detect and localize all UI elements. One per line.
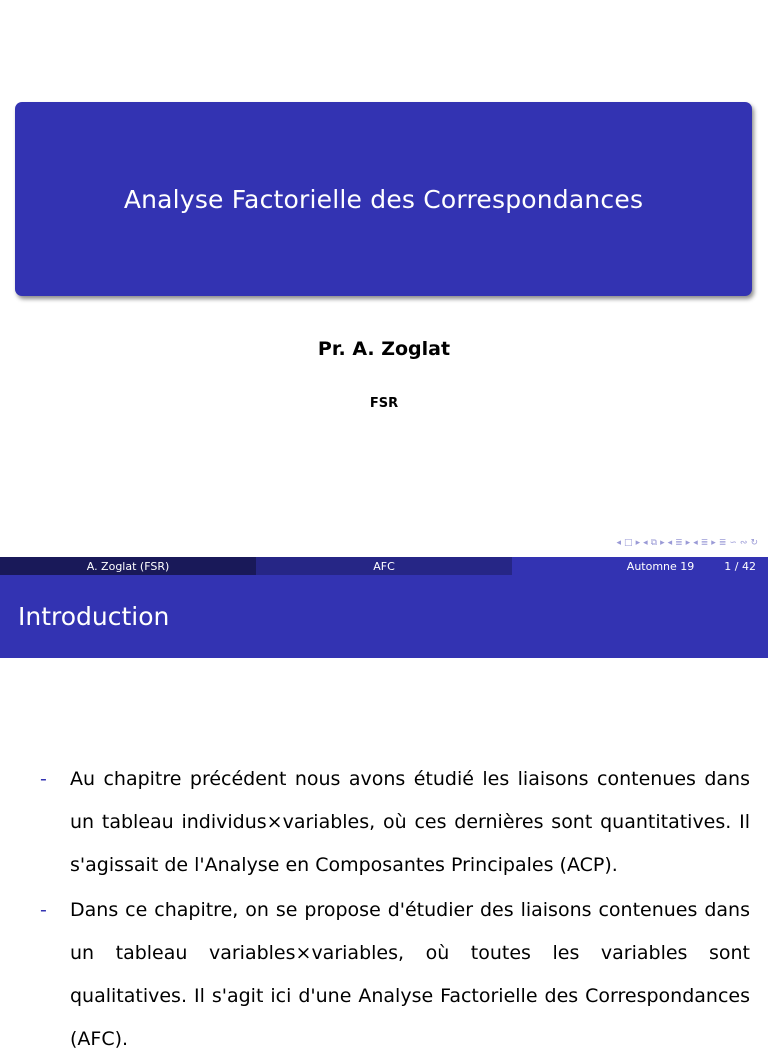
nav-right-icon[interactable]: ▸ bbox=[685, 538, 691, 548]
beamer-navigation[interactable] bbox=[617, 538, 758, 548]
nav-align-icon[interactable]: ≣ bbox=[718, 538, 727, 548]
list-item-text: Au chapitre précédent nous avons étudié les liaisons contenues dans un tableau individus×variables, où ces dernières sont quantitatives. Il s'agissait de l'Analyse en Composantes Principales (ACP). bbox=[70, 768, 750, 876]
nav-refresh-icon[interactable]: ↻ bbox=[750, 538, 758, 548]
nav-section-icon[interactable]: ≣ bbox=[675, 538, 683, 548]
footer-info bbox=[512, 557, 768, 575]
list-item bbox=[40, 758, 750, 887]
list-item-text: Dans ce chapitre, on se propose d'étudier des liaisons contenues dans un tableau variables×variables, où toutes les variables sont qualitatives. Il s'agit ici d'une Analyse Factorielle des Correspondances (AFC). bbox=[70, 899, 750, 1050]
institute-name: FSR bbox=[369, 396, 399, 411]
nav-right-icon[interactable]: ▸ bbox=[711, 538, 716, 548]
footer-page-number: 1 / 42 bbox=[724, 559, 756, 573]
list-item bbox=[40, 889, 750, 1061]
nav-right-icon[interactable]: ▸ bbox=[635, 538, 641, 548]
bullet-dash: - bbox=[40, 899, 47, 921]
footer-title: AFC bbox=[256, 557, 512, 575]
bullet-list bbox=[40, 758, 750, 1061]
nav-left-icon[interactable]: ◂ bbox=[643, 538, 648, 548]
title-block bbox=[15, 102, 752, 296]
presentation-title: Analyse Factorielle des Correspondances bbox=[123, 184, 644, 214]
frame-title: Introduction bbox=[18, 602, 170, 631]
nav-left-icon[interactable]: ◂ bbox=[616, 538, 622, 548]
frame-title-bar bbox=[0, 575, 768, 658]
nav-doc-icon[interactable]: ≣ bbox=[700, 538, 709, 548]
slide-footer bbox=[0, 557, 768, 575]
nav-frame-icon[interactable]: □ bbox=[624, 538, 633, 548]
bullet-dash: - bbox=[40, 768, 47, 790]
nav-left-icon[interactable]: ◂ bbox=[693, 538, 698, 548]
footer-date: Automne 19 bbox=[626, 559, 695, 573]
nav-subsection-icon[interactable]: ⧉ bbox=[650, 538, 658, 548]
nav-search-icon[interactable]: ∽ bbox=[729, 538, 737, 548]
footer-author: A. Zoglat (FSR) bbox=[0, 557, 256, 575]
author-name: Pr. A. Zoglat bbox=[317, 338, 451, 360]
nav-left-icon[interactable]: ◂ bbox=[667, 538, 673, 548]
nav-right-icon[interactable]: ▸ bbox=[660, 538, 665, 548]
nav-back-icon[interactable]: ∾ bbox=[739, 538, 748, 548]
